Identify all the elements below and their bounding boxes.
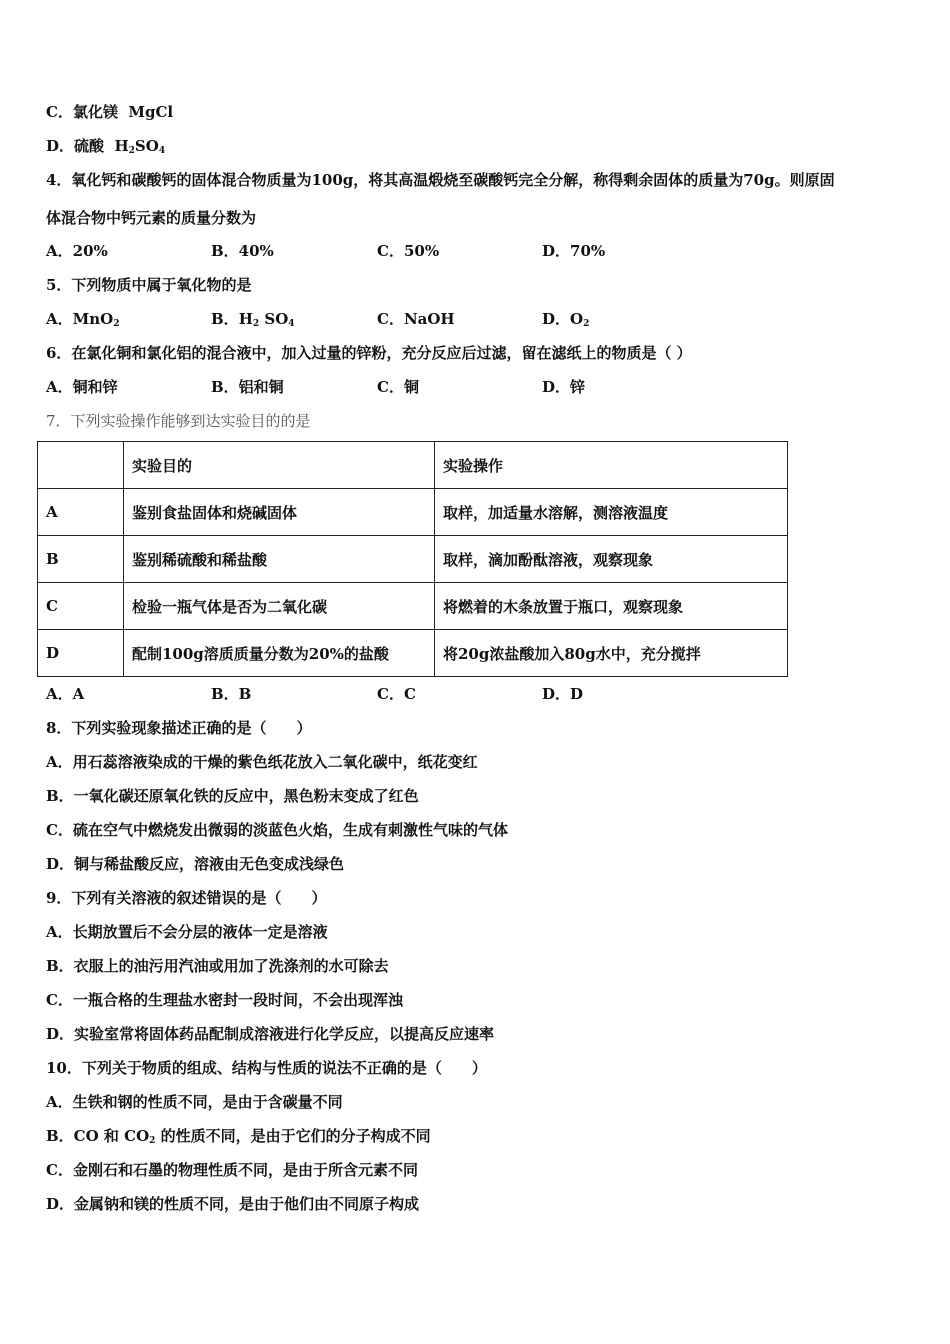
q9-option-c: C．一瓶合格的生理盐水密封一段时间，不会出现浑浊: [46, 991, 403, 1009]
table-cell: 将燃着的木条放置于瓶口，观察现象: [435, 583, 788, 630]
q7-option-c: C．C: [377, 685, 416, 703]
table-row: [38, 630, 788, 677]
q5-option-d: D．$O_2$: [542, 310, 590, 329]
q9-option-a: A．长期放置后不会分层的液体一定是溶液: [46, 923, 328, 941]
table-cell: 鉴别稀硫酸和稀盐酸: [124, 536, 435, 583]
q9-option-b: B．衣服上的油污用汽油或用加了洗涤剂的水可除去: [46, 957, 389, 975]
q8-option-a: A．用石蕊溶液染成的干燥的紫色纸花放入二氧化碳中，纸花变红: [46, 753, 478, 771]
table-header-cell: [38, 442, 124, 489]
q10-option-b: B．CO 和 $CO_2$ 的性质不同，是由于它们的分子构成不同: [46, 1127, 431, 1146]
q5-option-c: C．NaOH: [377, 310, 455, 328]
q6-option-d: D．锌: [542, 378, 586, 396]
table-cell: D: [38, 630, 124, 677]
q6-stem: 6．在氯化铜和氯化铝的混合液中，加入过量的锌粉，充分反应后过滤，留在滤纸上的物质是（ ）: [46, 344, 692, 362]
q9-option-d: D．实验室常将固体药品配制成溶液进行化学反应，以提高反应速率: [46, 1025, 495, 1043]
q4-option-b: B．40%: [211, 242, 274, 260]
q5-option-b: B．$H_2$ $SO_4$: [211, 310, 295, 329]
q5-stem: 5．下列物质中属于氧化物的是: [46, 276, 252, 294]
table-cell: 取样，加适量水溶解，测溶液温度: [435, 489, 788, 536]
q10-stem: 10．下列关于物质的组成、结构与性质的说法不正确的是（ ）: [46, 1059, 487, 1077]
q10-option-d: D．金属钠和镁的性质不同，是由于他们由不同原子构成: [46, 1195, 420, 1213]
table-header-cell: 实验目的: [124, 442, 435, 489]
q10-option-a: A．生铁和钢的性质不同，是由于含碳量不同: [46, 1093, 343, 1111]
q4-stem-line1: 4．氧化钙和碳酸钙的固体混合物质量为100g，将其高温煅烧至碳酸钙完全分解，称得剩余固体的质量为70g。则原固: [46, 171, 835, 189]
q6-option-c: C．铜: [377, 378, 419, 396]
q4-option-a: A．20%: [46, 242, 108, 260]
q4-stem-line2: 体混合物中钙元素的质量分数为: [46, 209, 257, 227]
table-cell: A: [38, 489, 124, 536]
q3-option-d: D．硫酸 $H_2SO_4$: [46, 137, 166, 156]
q6-option-b: B．铝和铜: [211, 378, 284, 396]
q4-option-d: D．70%: [542, 242, 606, 260]
table-cell: C: [38, 583, 124, 630]
table-cell: 配制100g溶质质量分数为20%的盐酸: [124, 630, 435, 677]
table-cell: 鉴别食盐固体和烧碱固体: [124, 489, 435, 536]
q8-option-d: D．铜与稀盐酸反应，溶液由无色变成浅绿色: [46, 855, 345, 873]
table-row: [38, 536, 788, 583]
table-header-row: [38, 442, 788, 489]
q3-option-c: C．氯化镁 MgCl: [46, 103, 174, 121]
table-row: [38, 583, 788, 630]
q5-option-a: A．MnO$_2$: [46, 310, 120, 329]
q8-option-c: C．硫在空气中燃烧发出微弱的淡蓝色火焰，生成有刺激性气味的气体: [46, 821, 508, 839]
q7-option-d: D．D: [542, 685, 584, 703]
table-row: [38, 489, 788, 536]
q9-stem: 9．下列有关溶液的叙述错误的是（ ）: [46, 889, 327, 907]
q7-option-b: B．B: [211, 685, 252, 703]
table-cell: B: [38, 536, 124, 583]
q8-stem: 8．下列实验现象描述正确的是（ ）: [46, 719, 312, 737]
q7-option-a: A．A: [46, 685, 85, 703]
table-cell: 将20g浓盐酸加入80g水中，充分搅拌: [435, 630, 788, 677]
q7-stem: 7．下列实验操作能够到达实验目的的是: [46, 412, 311, 430]
q8-option-b: B．一氧化碳还原氧化铁的反应中，黑色粉末变成了红色: [46, 787, 419, 805]
q10-option-c: C．金刚石和石墨的物理性质不同，是由于所含元素不同: [46, 1161, 418, 1179]
experiment-table: [37, 441, 788, 677]
q6-option-a: A．铜和锌: [46, 378, 118, 396]
table-cell: 取样，滴加酚酞溶液，观察现象: [435, 536, 788, 583]
q4-option-c: C．50%: [377, 242, 440, 260]
table-header-cell: 实验操作: [435, 442, 788, 489]
table-cell: 检验一瓶气体是否为二氧化碳: [124, 583, 435, 630]
